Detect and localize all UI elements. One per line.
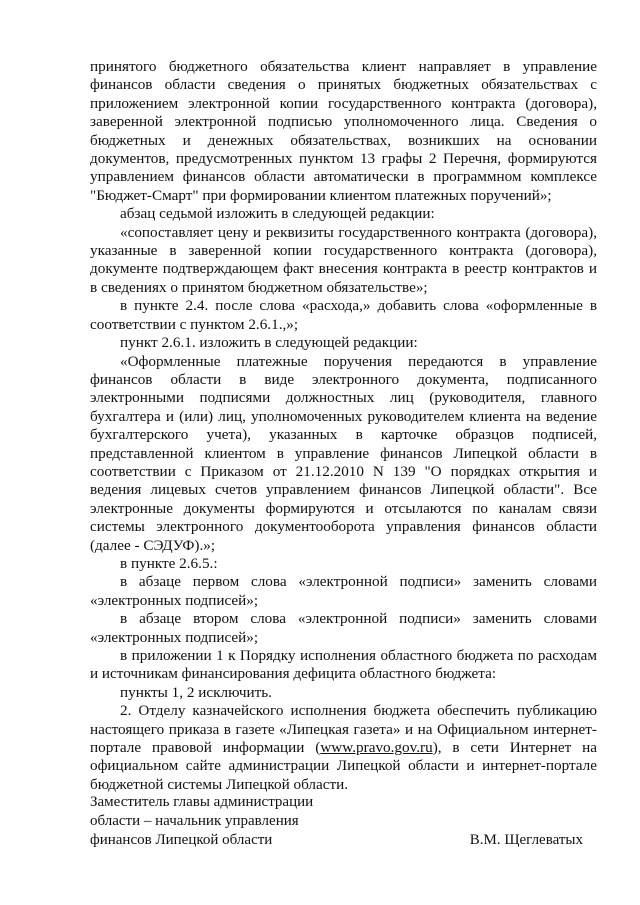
pravo-gov-link[interactable]: www.pravo.gov.ru (320, 739, 433, 757)
document-body (90, 58, 597, 794)
signature-position-line-3 (90, 831, 597, 850)
paragraph-8: в абзаце первом слова «электронной подписи» заменить словами «электронных подписей»; (90, 573, 597, 609)
signature-position-line-3-text: финансов Липецкой области (90, 832, 273, 848)
paragraph-3: «сопоставляет цену и реквизиты государственного контракта (договора), указанные в заверенной копии государственного контракта (договора), документе подтверждающем факт внесения контракта в реестр контрактов и в сведениях о принятом бюджетном обязательстве»; (90, 223, 597, 296)
paragraph-1: принятого бюджетного обязательства клиент направляет в управление финансов области сведения о принятых бюджетных обязательствах с приложением электронной копии государственного контракта (договора), заверенной электронной подписью уполномоченного лица. Сведения о бюджетных и денежных обязательствах, возникших на основании документов, предусмотренных пунктом 13 графы 2 Перечня, формируются управлением финансов области автоматически в программном комплексе "Бюджет-Смарт" при формировании клиентом платежных поручений»; (90, 58, 597, 204)
paragraph-final (90, 702, 597, 794)
signature-position-line-1: Заместитель главы администрации (90, 794, 314, 810)
paragraph-2: абзац седьмой изложить в следующей редакции: (120, 205, 435, 223)
signature-position-line-2: области – начальник управления (90, 813, 299, 829)
paragraph-9: в абзаце втором слова «электронной подписи» заменить словами «электронных подписей»; (90, 610, 597, 646)
paragraph-10: в приложении 1 к Порядку исполнения областного бюджета по расходам и источникам финансирования дефицита областного бюджета: (90, 647, 597, 683)
paragraph-6: «Оформленные платежные поручения передаются в управление финансов области в виде электронного документа, подписанного электронными подписями должностных лиц (руководителя, главного бухгалтера и (или) лиц, уполномоченных руководителем клиента на ведение бухгалтерского учета), указанных в карточке образцов подписей, представленной клиентом в управление финансов Липецкой области в соответствии с Приказом от 21.12.2010 N 139 "О порядках открытия и ведения лицевых счетов управлением финансов Липецкой области". Все электронные документы формируются и отсылаются по каналам связи системы электронного документооборота управления финансов области (далее - СЭДУФ).»; (90, 352, 597, 554)
signature-block (90, 793, 597, 850)
final-text-start: 2. Отделу казначейского исполнения бюджета обеспечить публикацию настоящего приказа в газете «Липецкая газета» и на Официальном интернет-портале правовой информации ( (90, 702, 597, 757)
paragraph-11: пункты 1, 2 исключить. (120, 683, 272, 701)
final-text-end: ), в сети Интернет на официальном сайте администрации Липецкой области и интернет-портале бюджетной системы Липецкой области. (90, 739, 597, 793)
signatory-name: В.М. Щеглеватых (469, 832, 583, 848)
paragraph-7: в пункте 2.6.5.: (120, 554, 218, 572)
paragraph-4: в пункте 2.4. после слова «расхода,» добавить слова «оформленные в соответствии с пунктом 2.6.1.,»; (90, 297, 597, 333)
paragraph-5: пункт 2.6.1. изложить в следующей редакции: (120, 334, 418, 352)
